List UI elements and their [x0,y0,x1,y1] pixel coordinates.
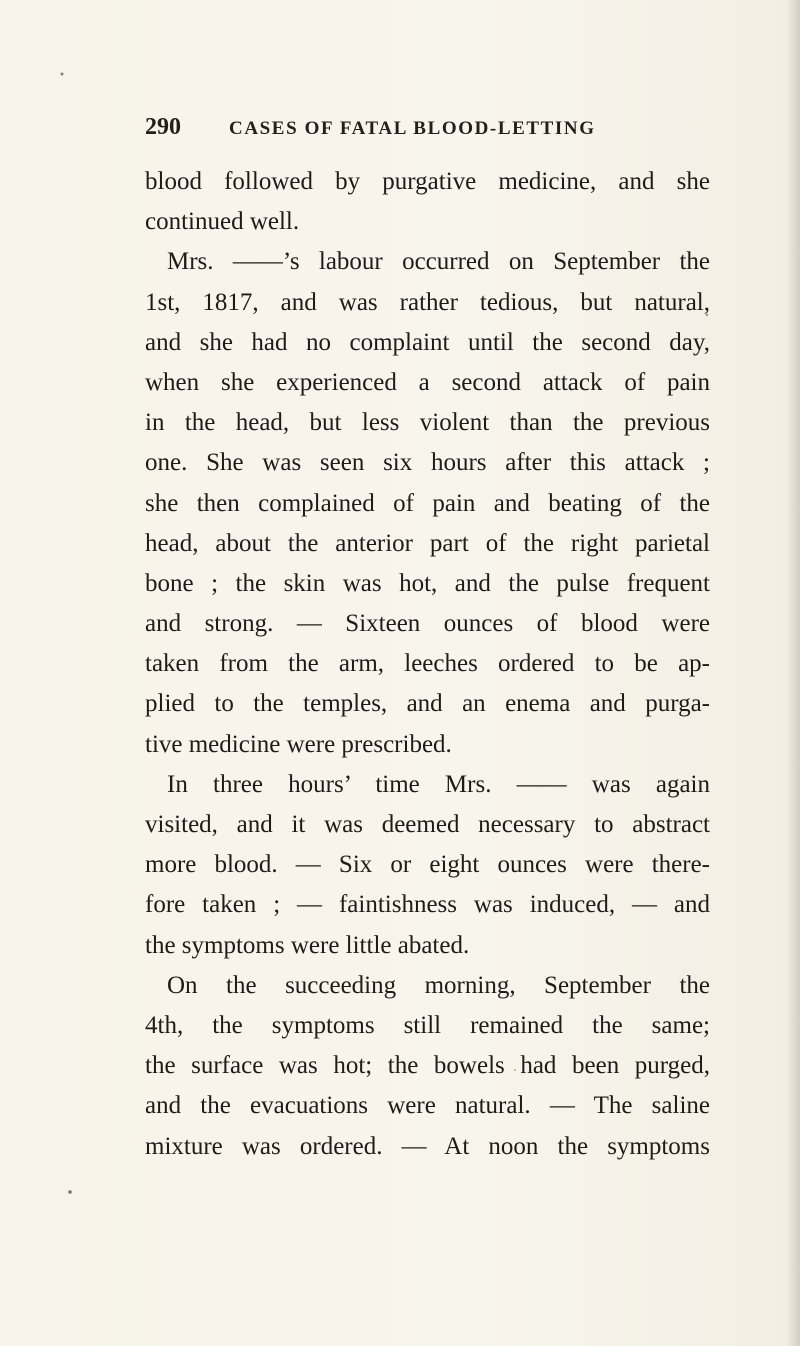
text-line: taken from the arm, leeches ordered to be ap- [145,650,710,678]
text-line: and she had no complaint until the second day, [145,328,710,356]
text-line: when she experienced a second attack of pain [145,368,710,396]
text-line: and strong. — Sixteen ounces of blood were [145,610,710,638]
text-line: mixture was ordered. — At noon the symptoms [145,1132,710,1160]
text-line: the symptoms were little abated. [145,931,470,959]
text-line: plied to the temples, and an enema and purga- [145,690,710,718]
text-line: visited, and it was deemed necessary to abstract [145,811,710,838]
page-number: 290 [145,114,181,140]
text-line: bone ; the skin was hot, and the pulse frequent [145,569,710,597]
paper-speck [61,73,64,76]
text-line: she then complained of pain and beating of the [145,489,710,517]
text-line: the surface was hot; the bowels had been purged, [145,1052,710,1080]
text-line: head, about the anterior part of the right parietal [145,529,710,557]
text-line: more blood. — Six or eight ounces were there- [145,851,710,879]
text-line: tive medicine were prescribed. [145,730,452,758]
paper-speck [68,1190,72,1194]
text-line: 1st, 1817, and was rather tedious, but natural, [145,288,710,316]
text-line: 4th, the symptoms still remained the same; [145,1011,710,1039]
text-line: In three hours’ time Mrs. —— was again [167,770,710,798]
text-line: blood followed by purgative medicine, and she [145,168,710,195]
running-head: CASES OF FATAL BLOOD-LETTING [229,118,596,139]
text-line: one. She was seen six hours after this attack ; [145,449,710,477]
body-text [145,162,710,1167]
text-line: in the head, but less violent than the previous [145,409,710,437]
text-line: continued well. [145,208,300,236]
page-header [145,114,665,144]
text-line: Mrs. ——’s labour occurred on September the [167,248,710,276]
text-line: fore taken ; — faintishness was induced, — and [145,891,710,919]
text-line: and the evacuations were natural. — The saline [145,1092,710,1120]
text-line: On the succeeding morning, September the [167,971,710,999]
